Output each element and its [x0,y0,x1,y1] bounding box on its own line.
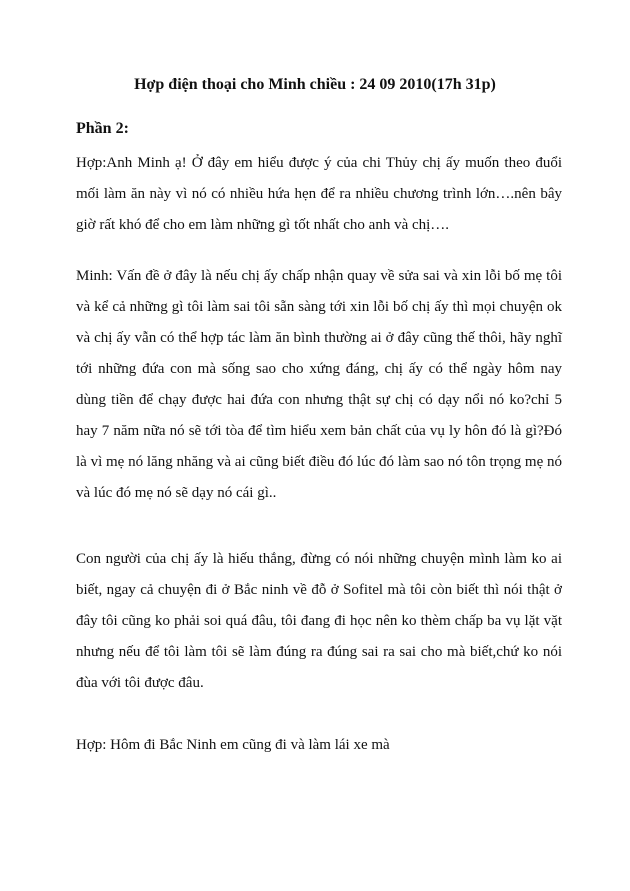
paragraph-hop-1: Hợp:Anh Minh ạ! Ở đây em hiểu được ý của chi Thủy chị ấy muốn theo đuổi mối làm ăn này vì nó có nhiều hứa hẹn để ra nhiều chương trình lớn….nên bây giờ rất khó để cho em làm những gì tốt nhất cho anh và chị…. [76,155,562,233]
section-heading: Phần 2: [76,120,129,137]
paragraph-con-nguoi: Con người của chị ấy là hiếu thắng, đừng có nói những chuyện mình làm ko ai biết, ngay cả chuyện đi ở Bắc ninh về đỗ ở Sofitel mà tôi còn biết thì nói thật ở đây tôi cũng ko phải soi quá đâu, tôi đang đi học nên ko thèm chấp ba vụ lặt vặt nhưng nếu để tôi làm tôi sẽ làm đúng ra đúng sai ra sai cho mà biết,chứ ko nói đùa với tôi được đâu. [76,551,562,691]
paragraph-minh: Minh: Vấn đề ở đây là nếu chị ấy chấp nhận quay về sửa sai và xin lỗi bố mẹ tôi và kể cả những gì tôi làm sai tôi sẵn sàng tới xin lỗi bố chị ấy thì mọi chuyện ok và chị ấy vẫn có thể hợp tác làm ăn bình thường ai ở đây cũng thế thôi, hãy nghĩ tới những đứa con mà sống sao cho xứng đáng, chị ấy có thể ngày hôm nay dùng tiền để chạy được hai đứa con nhưng thật sự chị có dạy nổi nó ko?chỉ 5 hay 7 năm nữa nó sẽ tới tòa để tìm hiểu xem bản chất của vụ ly hôn đó là gì?Đó là vì mẹ nó lăng nhăng và ai cũng biết điều đó lúc đó làm sao nó tôn trọng mẹ nó và lúc đó mẹ nó sẽ dạy nó cái gì.. [76,268,562,501]
paragraph-hop-2: Hợp: Hôm đi Bắc Ninh em cũng đi và làm lái xe mà [76,737,390,753]
document-title: Hợp điện thoại cho Minh chiều : 24 09 2010(17h 31p) [134,76,496,93]
